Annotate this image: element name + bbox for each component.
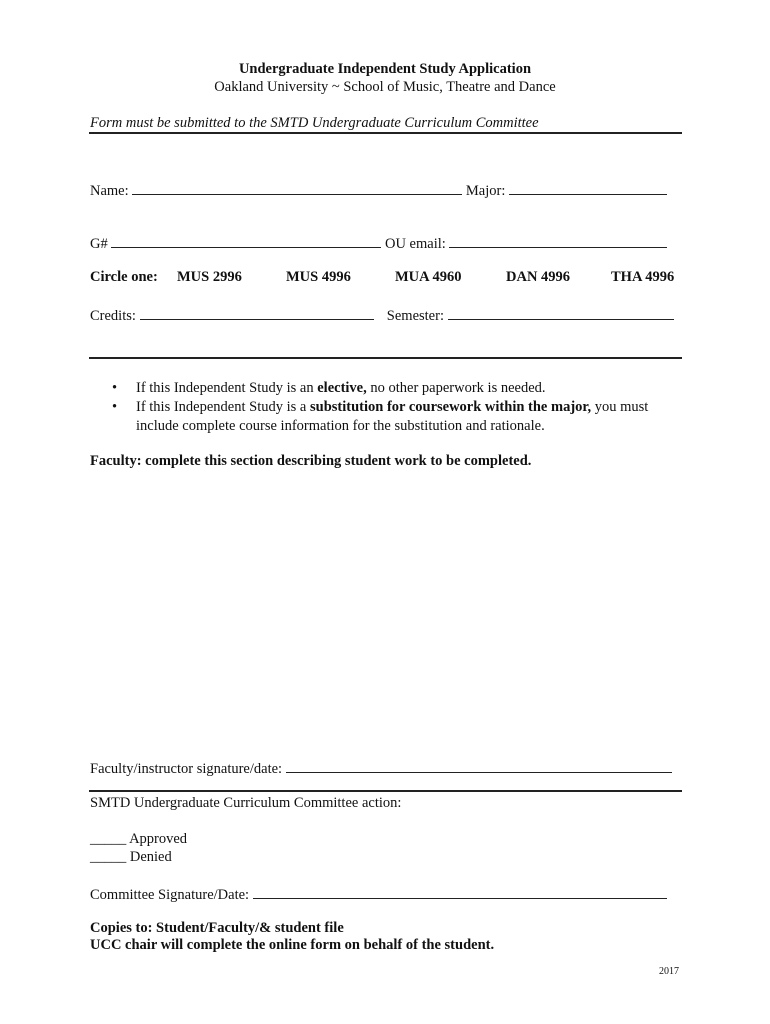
faculty-signature-field[interactable]	[286, 758, 672, 773]
circle-one-label: Circle one:	[90, 269, 158, 285]
bullet-icon: •	[112, 380, 118, 396]
email-field[interactable]	[449, 233, 667, 248]
instruction-list	[112, 379, 648, 436]
course-option-mus4996[interactable]: MUS 4996	[286, 269, 351, 285]
name-row	[90, 180, 667, 200]
major-field[interactable]	[509, 180, 667, 195]
credits-field[interactable]	[140, 305, 374, 320]
semester-field[interactable]	[448, 305, 674, 320]
committee-divider	[89, 790, 682, 792]
gnumber-label: G#	[90, 236, 108, 252]
header-divider	[89, 132, 682, 134]
course-option-mua4960[interactable]: MUA 4960	[395, 269, 462, 285]
form-subtitle: Oakland University ~ School of Music, Theatre and Dance	[214, 79, 556, 95]
bullet-icon: •	[112, 399, 118, 415]
section-divider	[89, 357, 682, 359]
denied-option[interactable]: _____ Denied	[90, 849, 172, 865]
committee-signature-field[interactable]	[253, 884, 667, 899]
faculty-description-area[interactable]	[90, 480, 680, 750]
form-year: 2017	[659, 966, 679, 977]
faculty-signature-label: Faculty/instructor signature/date:	[90, 761, 283, 777]
id-row	[90, 233, 667, 253]
credits-label: Credits:	[90, 308, 136, 324]
committee-action-label: SMTD Undergraduate Curriculum Committee action:	[90, 795, 402, 811]
gnumber-field[interactable]	[111, 233, 381, 248]
name-label: Name:	[90, 183, 129, 199]
semester-label: Semester:	[386, 308, 444, 324]
course-option-mus2996[interactable]: MUS 2996	[177, 269, 242, 285]
form-title: Undergraduate Independent Study Application	[238, 61, 532, 77]
committee-signature-row	[90, 884, 667, 904]
name-field[interactable]	[132, 180, 462, 195]
submission-note: Form must be submitted to the SMTD Undergraduate Curriculum Committee	[90, 115, 539, 131]
approved-option[interactable]: _____ Approved	[90, 831, 188, 847]
list-item: • If this Independent Study is a substitution for coursework within the major, you must	[112, 399, 649, 415]
copies-note: Copies to: Student/Faculty/& student file	[90, 920, 344, 936]
email-label: OU email:	[384, 236, 446, 252]
ucc-note: UCC chair will complete the online form on behalf of the student.	[90, 937, 495, 953]
committee-signature-label: Committee Signature/Date:	[90, 887, 250, 903]
credits-row	[90, 305, 674, 325]
course-option-tha4996[interactable]: THA 4996	[611, 269, 675, 285]
course-option-dan4996[interactable]: DAN 4996	[506, 269, 571, 285]
faculty-heading: Faculty: complete this section describing student work to be completed.	[90, 453, 532, 469]
list-item-continuation: include complete course information for the substitution and rationale.	[136, 418, 545, 434]
major-label: Major:	[465, 183, 506, 199]
list-item: • If this Independent Study is an elective, no other paperwork is needed.	[112, 380, 546, 396]
faculty-signature-row	[90, 758, 672, 778]
